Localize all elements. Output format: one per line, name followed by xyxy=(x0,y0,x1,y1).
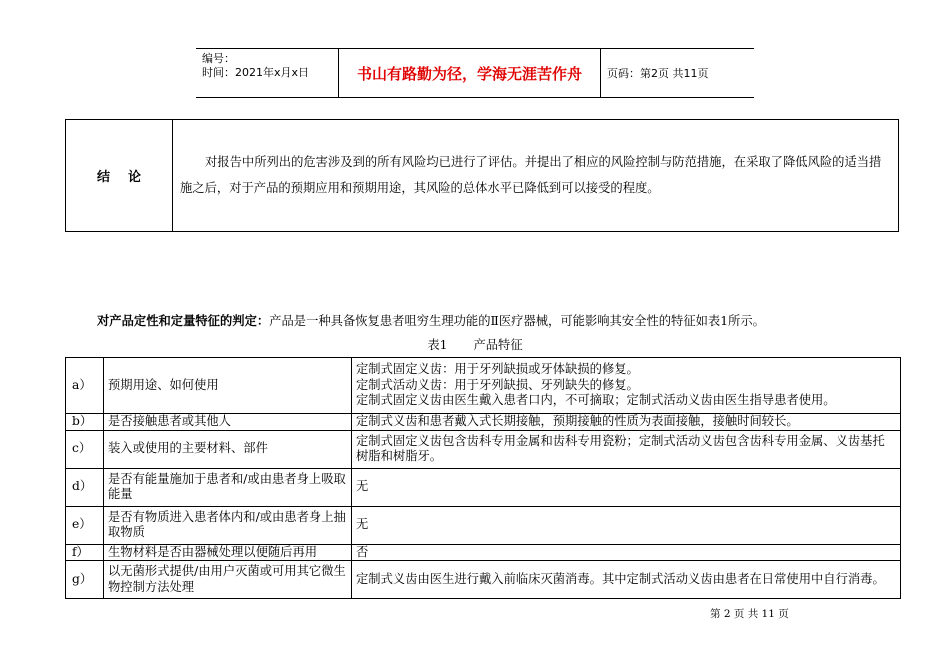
answer-line: 无 xyxy=(356,479,369,494)
header-meta xyxy=(196,49,339,97)
row-key: g） xyxy=(66,561,104,599)
row-question: 以无菌形式提供/由用户灭菌或可用其它微生物控制方法处理 xyxy=(104,561,352,599)
table-caption-title: 产品特征 xyxy=(473,338,523,352)
row-answer xyxy=(352,430,901,468)
judgement-paragraph xyxy=(97,311,917,329)
conclusion-box xyxy=(65,119,899,232)
answer-line: 定制式固定义齿包含齿科专用金属和齿科专用瓷粉；定制式活动义齿包含齿科专用金属、义齿基托树脂和树脂牙。 xyxy=(356,433,885,463)
time-label: 时间：2021年x月x日 xyxy=(202,66,310,79)
table-row xyxy=(66,430,901,468)
row-question: 是否有物质进入患者体内和/或由患者身上抽取物质 xyxy=(104,506,352,544)
row-answer xyxy=(352,544,901,561)
answer-line: 定制式义齿和患者戴入式长期接触，预期接触的性质为表面接触，接触时间较长。 xyxy=(356,414,799,428)
header-motto: 书山有路勤为径，学海无涯苦作舟 xyxy=(339,49,601,97)
row-key: d） xyxy=(66,468,104,506)
page-footer: 第 2 页 共 11 页 xyxy=(710,608,789,620)
product-features-table xyxy=(65,357,901,599)
row-question: 是否接触患者或其他人 xyxy=(104,414,352,431)
row-key: f） xyxy=(66,544,104,561)
judgement-heading: 对产品定性和定量特征的判定： xyxy=(97,313,270,328)
row-key: a） xyxy=(66,358,104,414)
row-answer xyxy=(352,506,901,544)
row-answer xyxy=(352,468,901,506)
row-key: c） xyxy=(66,430,104,468)
table-row xyxy=(66,468,901,506)
serial-label: 编号： xyxy=(202,52,235,65)
answer-line: 定制式固定义齿由医生戴入患者口内，不可摘取；定制式活动义齿由医生指导患者使用。 xyxy=(356,393,836,408)
table-row xyxy=(66,358,901,414)
conclusion-label: 结论 xyxy=(66,120,173,231)
table-row xyxy=(66,506,901,544)
row-answer xyxy=(352,414,901,431)
row-key: b） xyxy=(66,414,104,431)
row-question: 装入或使用的主要材料、部件 xyxy=(104,430,352,468)
table-row xyxy=(66,544,901,561)
table-caption-number: 表1 xyxy=(427,338,448,352)
row-question: 预期用途、如何使用 xyxy=(104,358,352,414)
row-question: 生物材料是否由器械处理以便随后再用 xyxy=(104,544,352,561)
row-question: 是否有能量施加于患者和/或由患者身上吸取能量 xyxy=(104,468,352,506)
answer-line: 无 xyxy=(356,517,369,532)
table-row xyxy=(66,414,901,431)
row-key: e） xyxy=(66,506,104,544)
table-caption xyxy=(0,335,950,353)
row-answer xyxy=(352,358,901,414)
answer-line: 定制式活动义齿：用于牙列缺损、牙列缺失的修复。 xyxy=(356,377,639,392)
page-header xyxy=(196,48,754,98)
header-page-label: 页码：第2页 共11页 xyxy=(607,67,709,80)
table-row xyxy=(66,561,901,599)
answer-line: 定制式固定义齿：用于牙列缺损或牙体缺损的修复。 xyxy=(356,362,639,377)
conclusion-text: 对报告中所列出的危害涉及到的所有风险均已进行了评估。并提出了相应的风险控制与防范措施，在采取了降低风险的适当措施之后，对于产品的预期应用和预期用途，其风险的总体水平已降低到可以接受的程度。 xyxy=(180,155,882,195)
answer-line: 定制式义齿由医生进行戴入前临床灭菌消毒。其中定制式活动义齿由患者在日常使用中自行消毒。 xyxy=(356,571,885,586)
judgement-text: 产品是一种具备恢复患者咀穷生理功能的Ⅱ医疗器械，可能影响其安全性的特征如表1所示。 xyxy=(269,314,765,328)
row-answer xyxy=(352,561,901,599)
answer-line: 否 xyxy=(356,544,369,559)
